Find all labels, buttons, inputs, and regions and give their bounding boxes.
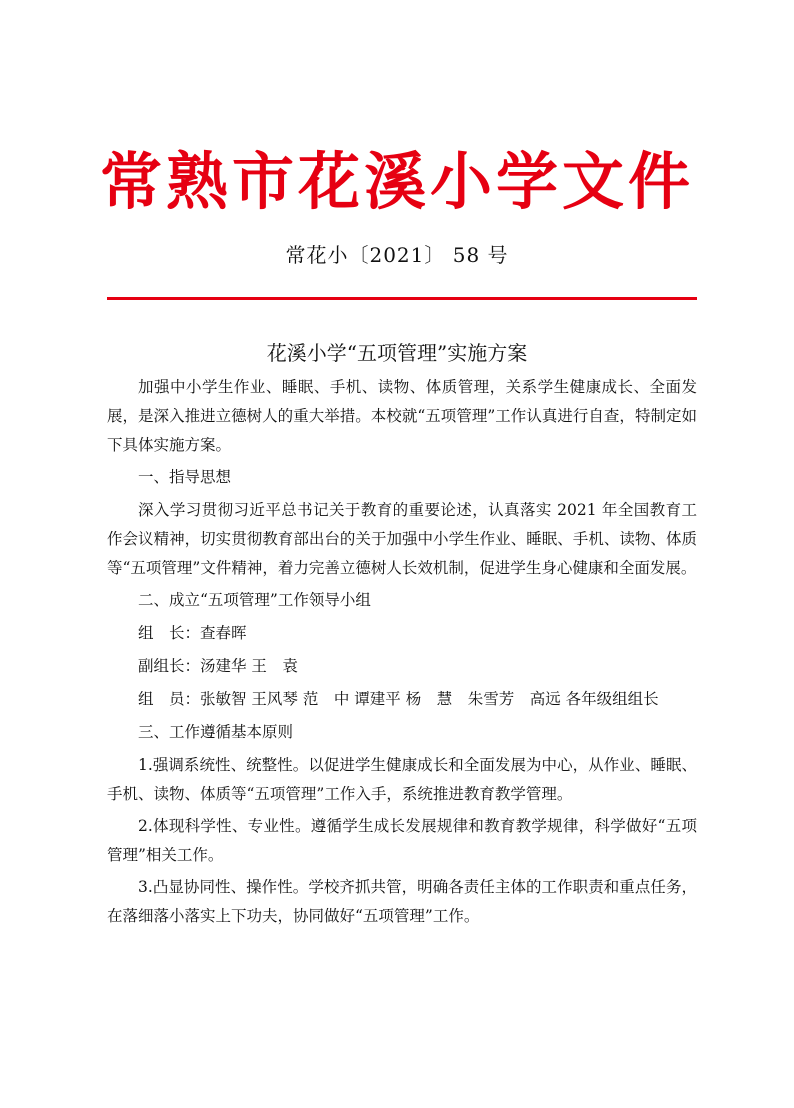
document-body: [107, 373, 697, 934]
section-heading-leadership-group: 二、成立“五项管理”工作领导小组: [138, 591, 371, 609]
document-number: 常花小〔2021〕 58 号: [285, 243, 509, 267]
principle-3-paragraph: 3.凸显协同性、操作性。学校齐抓共管，明确各责任主体的工作职责和重点任务，在落细落小落实上下功夫，协同做好“五项管理”工作。: [107, 878, 697, 925]
guiding-ideology-paragraph: 深入学习贯彻习近平总书记关于教育的重要论述，认真落实 2021 年全国教育工作会议精神，切实贯彻教育部出台的关于加强中小学生作业、睡眠、手机、读物、体质等“五项管理”文件精神，着力完善立德树人长效机制，促进学生身心健康和全面发展。: [107, 501, 697, 577]
document-title: 花溪小学“五项管理”实施方案: [266, 341, 528, 365]
vice-leader-line: 副组长：汤建华 王 袁: [138, 657, 298, 675]
red-header-title: 常熟市花溪小学文件: [99, 145, 694, 218]
members-line: 组 员：张敏智 王风琴 范 中 谭建平 杨 慧 朱雪芳 高远 各年级组组长: [138, 690, 659, 708]
section-heading-principles: 三、工作遵循基本原则: [138, 723, 294, 741]
red-divider-line: [107, 297, 697, 300]
principle-1-paragraph: 1.强调系统性、统整性。以促进学生健康成长和全面发展为中心，从作业、睡眠、手机、读物、体质等“五项管理”工作入手，系统推进教育教学管理。: [107, 756, 697, 803]
intro-paragraph: 加强中小学生作业、睡眠、手机、读物、体质管理，关系学生健康成长、全面发展，是深入推进立德树人的重大举措。本校就“五项管理”工作认真进行自查，特制定如下具体实施方案。: [107, 378, 697, 454]
section-heading-guiding-ideology: 一、指导思想: [138, 468, 232, 486]
principle-2-paragraph: 2.体现科学性、专业性。遵循学生成长发展规律和教育教学规律，科学做好“五项管理”相关工作。: [107, 817, 697, 864]
group-leader-line: 组 长：查春晖: [138, 624, 247, 642]
